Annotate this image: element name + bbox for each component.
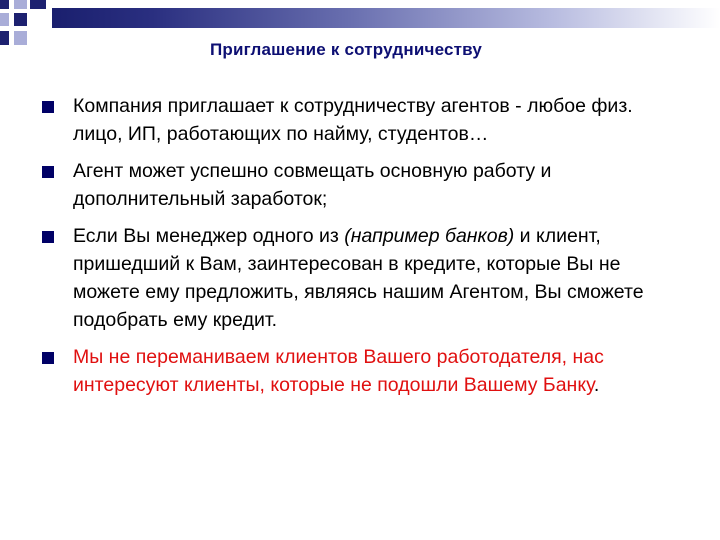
decor-square [30,0,46,9]
bullet-text-end: и клиент, пришедший к Вам, заинтересован в кредите, которые Вы не можете ему предложить, являясь нашим Агентом, Вы сможете подобрать ему кредит. [73,225,649,331]
decor-square [0,0,9,9]
decor-square [0,13,9,26]
slide-title: Приглашение к сотрудничеству [209,40,483,59]
bullet-text: Мы не переманиваем клиентов Вашего работодателя, нас интересуют клиенты, которые не подошли Вашему Банку [73,346,604,396]
bullet-item-highlight [42,343,682,399]
bullet-text: Агент может успешно совмещать основную работу и дополнительный заработок; [73,160,552,210]
bullet-text-start: Если Вы менеджер одного из [73,225,345,247]
square-bullet-icon [42,166,54,178]
square-bullet-icon [42,231,54,243]
decor-square [14,13,27,26]
square-bullet-icon [42,101,54,113]
bullet-item [42,157,682,213]
bullet-item [42,92,682,148]
bullet-text-period: . [593,374,600,396]
bullet-item [42,222,682,334]
decor-square [14,0,27,9]
bullet-text-italic: (например банков) [344,225,515,247]
bullet-text: Компания приглашает к сотрудничеству агентов - любое физ. лицо, ИП, работающих по найму, студентов… [73,95,633,145]
header-gradient-band [52,8,720,28]
bullet-list [42,92,682,408]
square-bullet-icon [42,352,54,364]
